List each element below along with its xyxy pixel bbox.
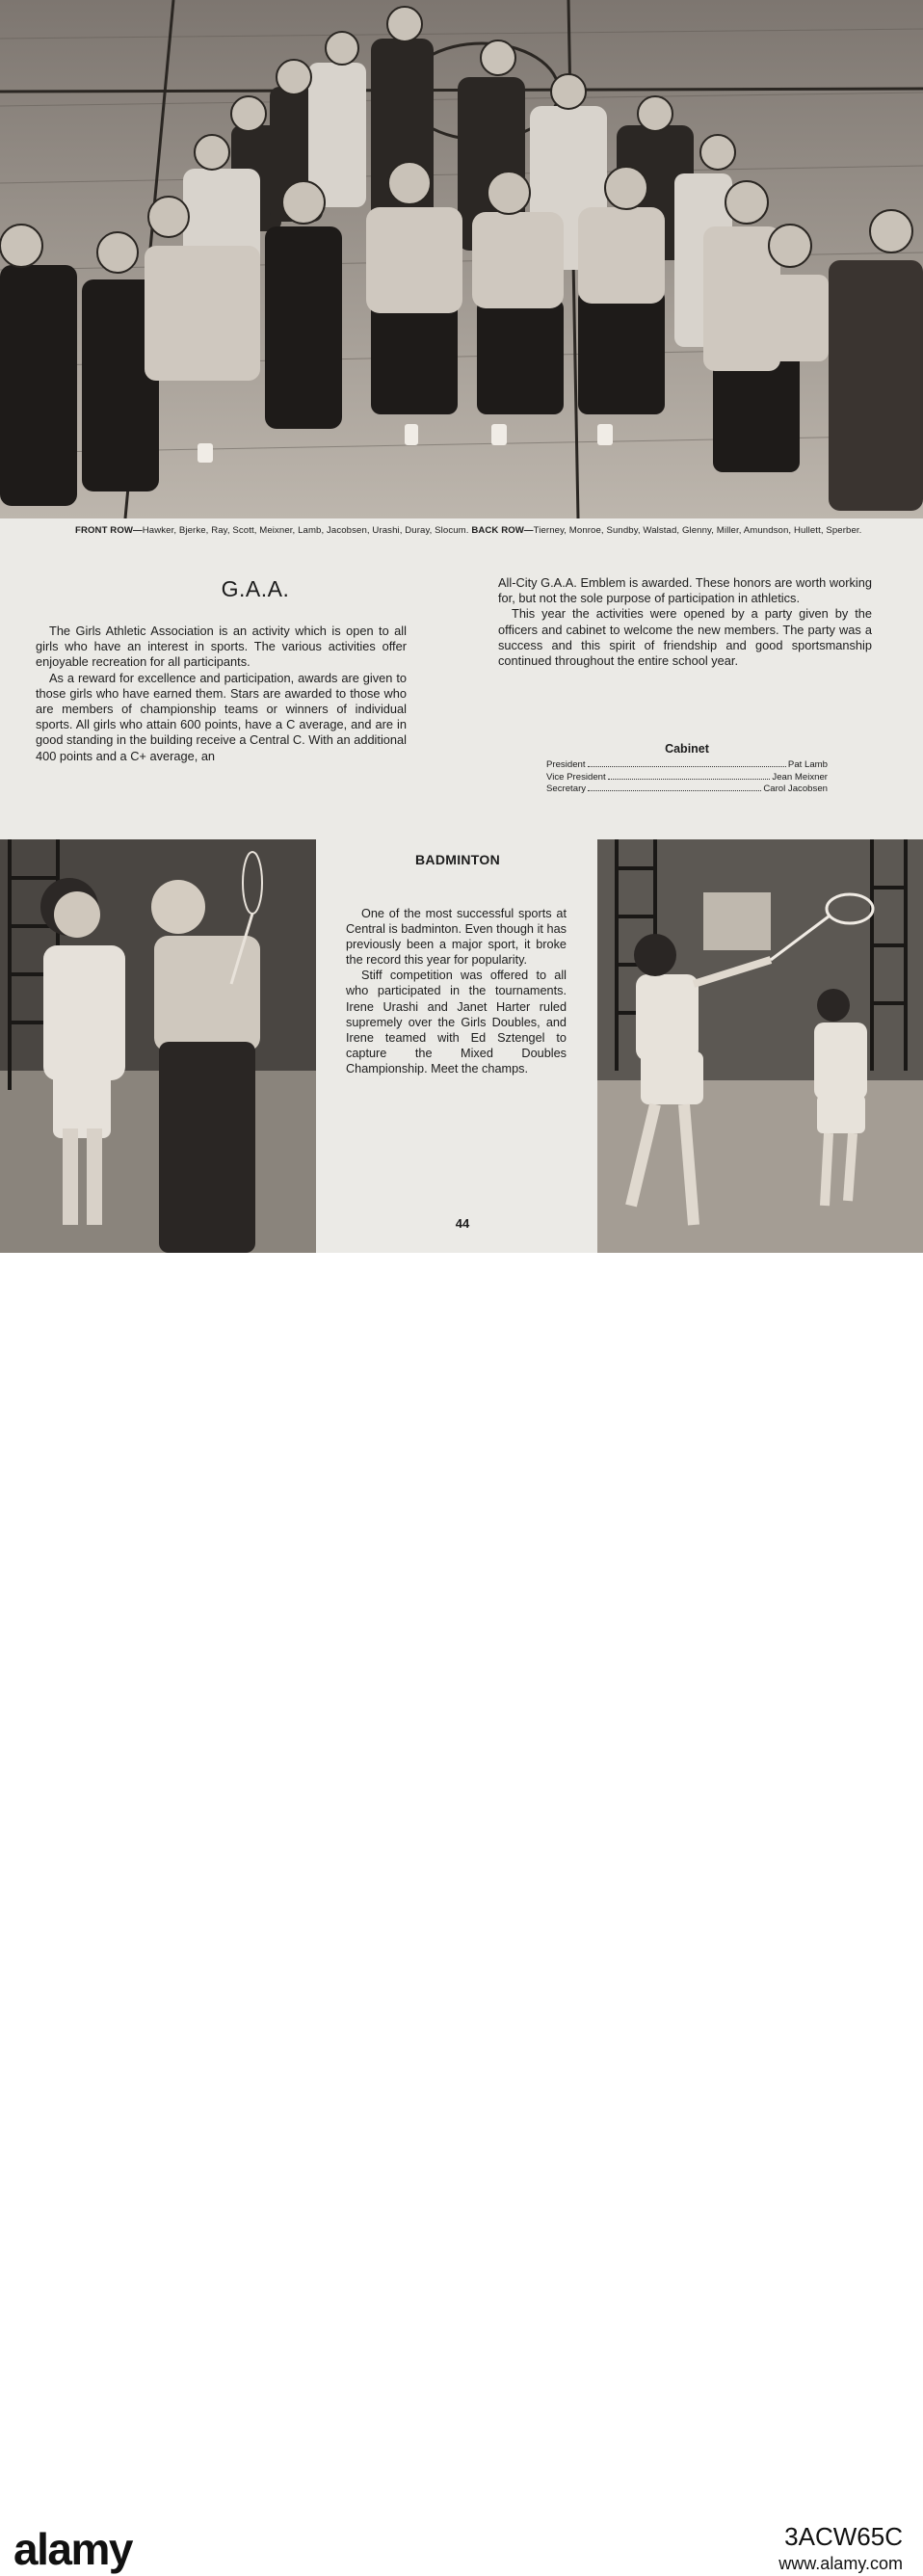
photo-caption bbox=[75, 525, 865, 538]
cabinet-name: Pat Lamb bbox=[787, 759, 828, 770]
front-row-names: Hawker, Bjerke, Ray, Scott, Meixner, Lamb, Jacobsen, Urashi, Duray, Slocum. bbox=[142, 525, 469, 536]
dot-leader bbox=[608, 779, 771, 780]
gaa-right-column bbox=[498, 575, 872, 669]
gaa-paragraph-1: The Girls Athletic Association is an activity which is open to all girls who have an interest in sports. The various activities offer enjoyable recreation for all participants. bbox=[36, 624, 407, 670]
image-reference bbox=[672, 2522, 903, 2576]
gaa-paragraph-3: All-City G.A.A. Emblem is awarded. These honors are worth working for, but not the sole purpose of participation in athletics. bbox=[498, 575, 872, 606]
badminton-title: BADMINTON bbox=[415, 852, 500, 867]
champions-handshake-photo bbox=[0, 839, 316, 1253]
stock-watermark-bar bbox=[0, 1253, 923, 2574]
gaa-left-column bbox=[36, 624, 407, 764]
badminton-action-photo bbox=[597, 839, 923, 1253]
back-row-label: BACK ROW— bbox=[471, 525, 534, 536]
gaa-paragraph-2: As a reward for excellence and participation, awards are given to those girls who have earned them. Stars are awarded to those who are members of championship teams or winners of individual sports. All girls who attain 600 points, have a C average, and are in good standing in the building receive a Central C. With an additional 400 points and a C+ average, an bbox=[36, 670, 407, 763]
front-row-label: FRONT ROW— bbox=[75, 525, 143, 536]
group-photo bbox=[0, 0, 923, 518]
cabinet-row bbox=[546, 759, 828, 772]
dot-leader bbox=[588, 766, 786, 767]
gaa-paragraph-4: This year the activities were opened by a party given by the officers and cabinet to welcome the new members. The party was a success and this spirit of friendship and good sportsmanship continued throughout the entire school year. bbox=[498, 606, 872, 669]
badminton-text bbox=[346, 906, 567, 1076]
dot-leader bbox=[588, 790, 761, 791]
badminton-paragraph-1: One of the most successful sports at Central is badminton. Even though it has previously been a major sport, it broke the record this year for popularity. bbox=[346, 907, 567, 968]
cabinet-role: Vice President bbox=[546, 771, 606, 783]
cabinet-row bbox=[546, 783, 828, 796]
cabinet-role: President bbox=[546, 759, 586, 770]
site-url[interactable]: www.alamy.com bbox=[778, 2554, 903, 2573]
cabinet-role: Secretary bbox=[546, 783, 587, 794]
cabinet-list bbox=[546, 742, 828, 796]
page-number: 44 bbox=[455, 1216, 470, 1231]
yearbook-page bbox=[0, 0, 923, 1253]
brand-logo: alamy bbox=[13, 2524, 132, 2574]
cabinet-title: Cabinet bbox=[665, 742, 709, 756]
section-title: G.A.A. bbox=[221, 576, 290, 601]
image-id: 3ACW65C bbox=[784, 2522, 903, 2551]
badminton-paragraph-2: Stiff competition was offered to all who participated in the tournaments. Irene Urashi and Janet Harter ruled supremely over the Girls Doubles, and Irene teamed with Ed Sztengel to capture the Mixed Doubles Championship. Meet the champs. bbox=[346, 969, 567, 1076]
cabinet-name: Jean Meixner bbox=[772, 771, 828, 783]
back-row-names: Tierney, Monroe, Sundby, Walstad, Glenny, Miller, Amundson, Hullett, Sperber. bbox=[533, 525, 862, 536]
cabinet-name: Carol Jacobsen bbox=[763, 783, 828, 794]
cabinet-row bbox=[546, 772, 828, 784]
